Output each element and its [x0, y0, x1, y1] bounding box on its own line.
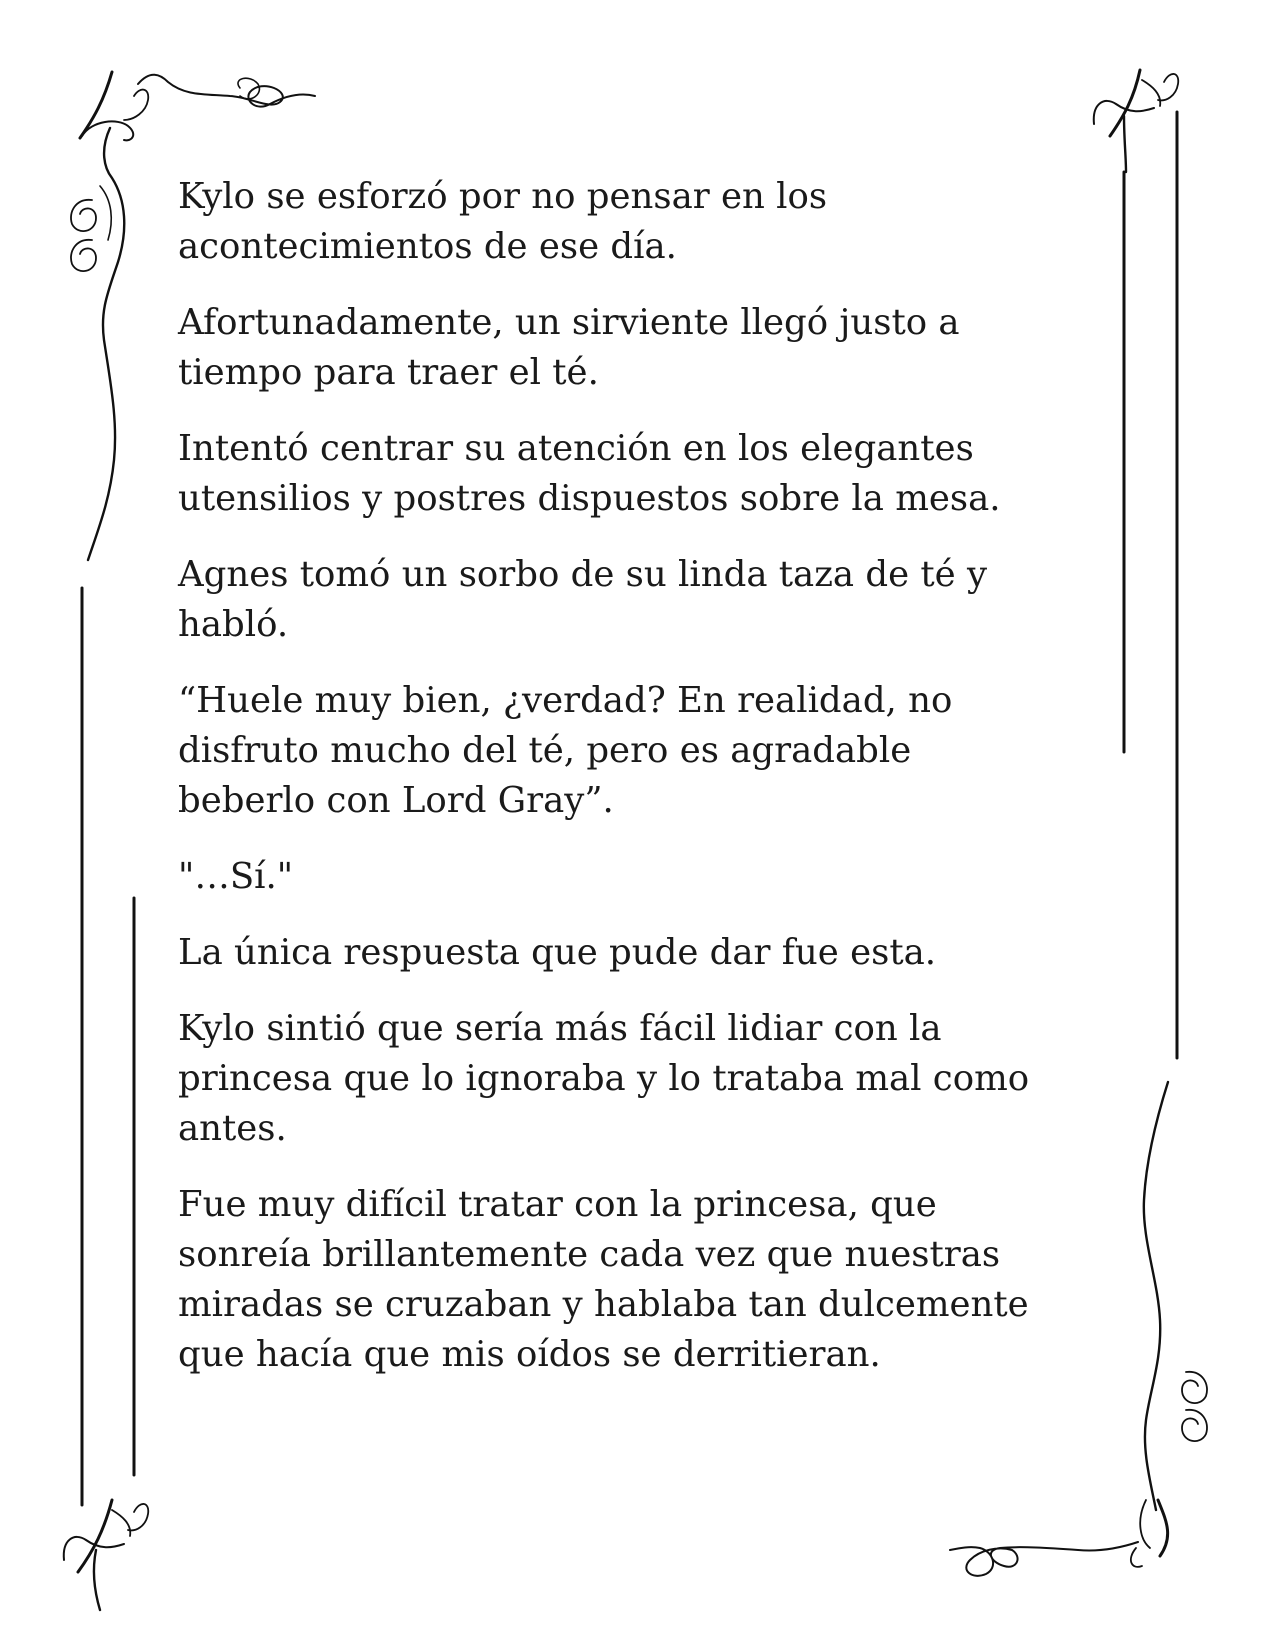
page-body [178, 172, 1118, 1406]
flourish-top-right [1094, 70, 1178, 172]
paragraph: Afortunadamente, un sirviente llegó justo a tiempo para traer el té. [178, 302, 960, 393]
paragraph-quote: “Huele muy bien, ¿verdad? En realidad, no disfruto mucho del té, pero es agradable beberlo con Lord Gray”. [178, 680, 953, 821]
paragraph-quote: "…Sí." [178, 856, 294, 897]
paragraph: Kylo se esforzó por no pensar en los acontecimientos de ese día. [178, 176, 828, 267]
paragraph: Agnes tomó un sorbo de su linda taza de té y habló. [178, 554, 987, 645]
paragraph: Kylo sintió que sería más fácil lidiar con la princesa que lo ignoraba y lo trataba mal como antes. [178, 1008, 1030, 1149]
flourish-bottom-left [64, 1500, 148, 1610]
paragraph: La única respuesta que pude dar fue esta. [178, 932, 937, 973]
paragraph: Intentó centrar su atención en los elegantes utensilios y postres dispuestos sobre la mesa. [178, 428, 1001, 519]
paragraph: Fue muy difícil tratar con la princesa, que sonreía brillantemente cada vez que nuestras miradas se cruzaban y hablaba tan dulcemente que hacía que mis oídos se derritieran. [178, 1184, 1029, 1375]
